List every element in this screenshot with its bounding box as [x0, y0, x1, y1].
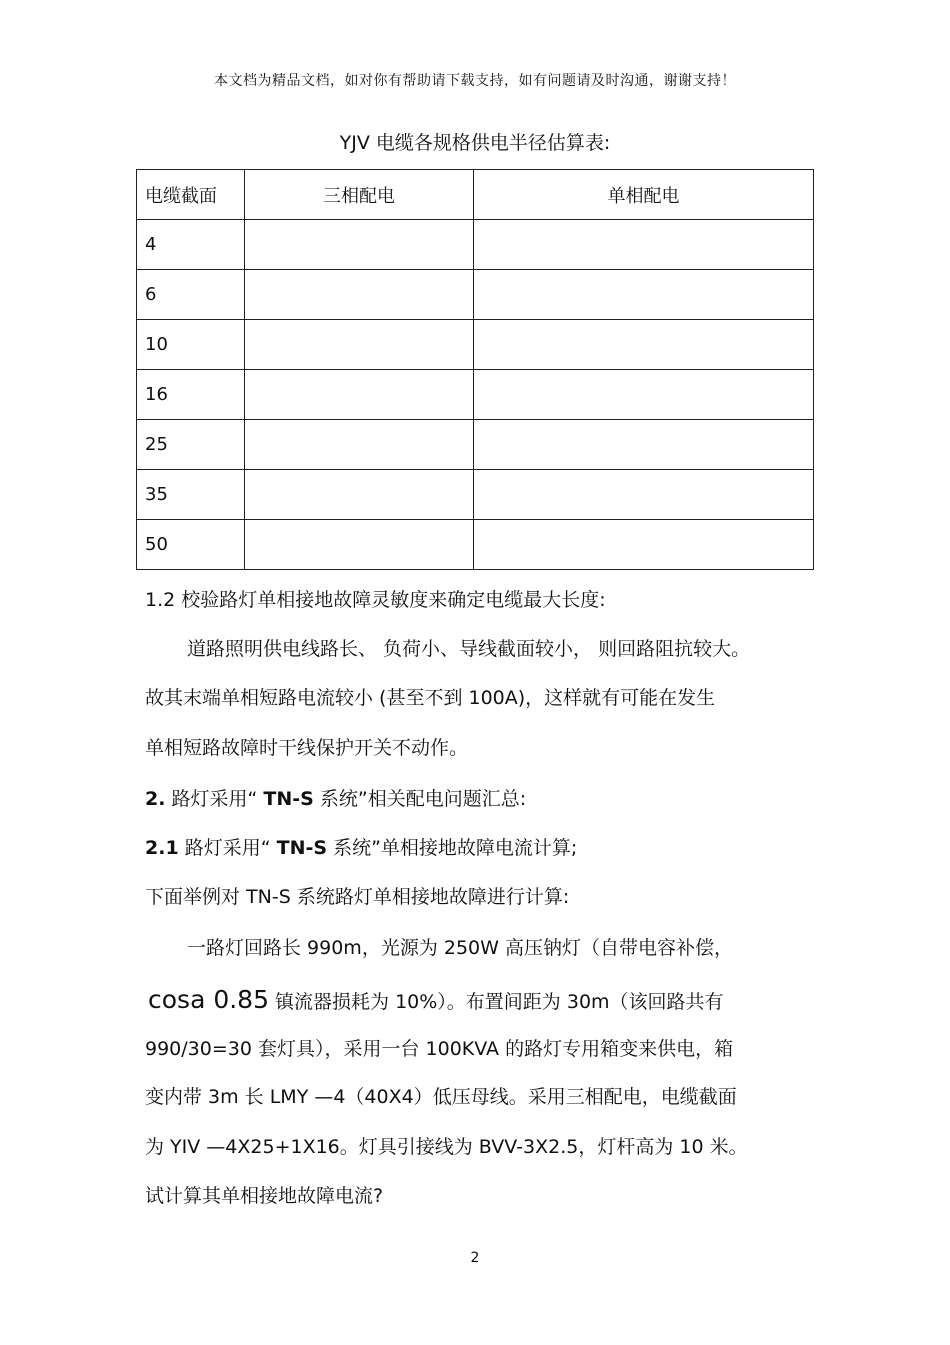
paragraph-text: 镇流器损耗为 10%）。布置间距为 30m（该回路共有 [269, 991, 724, 1013]
heading-text: 路灯采用“ [178, 837, 277, 859]
cell-single-phase [474, 270, 814, 320]
section-number: 2. [145, 788, 166, 810]
header-note: 本文档为精品文档，如对你有帮助请下载支持，如有问题请及时沟通，谢谢支持！ [214, 73, 736, 89]
paragraph-line: 990/30=30 套灯具），采用一台 100KVA 的路灯专用箱变来供电，箱 [145, 1038, 734, 1060]
table-title: YJV 电缆各规格供电半径估算表: [339, 132, 611, 154]
heading-term: TN-S [263, 788, 314, 810]
cell-three-phase [245, 420, 474, 470]
page-number: 2 [470, 1250, 480, 1266]
heading-term: TN-S [276, 837, 328, 859]
header-three-phase: 三相配电 [245, 170, 474, 220]
paragraph-line: 故其末端单相短路电流较小 (甚至不到 100A)，这样就有可能在发生 [145, 687, 716, 709]
cable-spec-table [136, 169, 814, 570]
cell-three-phase [245, 520, 474, 570]
cell-section: 6 [137, 270, 245, 320]
cell-single-phase [474, 470, 814, 520]
cell-single-phase [474, 520, 814, 570]
cell-single-phase [474, 320, 814, 370]
paragraph-line: 试计算其单相接地故障电流? [145, 1185, 384, 1207]
cell-section: 50 [137, 520, 245, 570]
heading-text: 系统”相关配电问题汇总: [313, 788, 527, 810]
cell-three-phase [245, 220, 474, 270]
paragraph-line: 下面举例对 TN-S 系统路灯单相接地故障进行计算: [145, 886, 570, 908]
table-header-row [137, 170, 814, 220]
heading-text: 系统”单相接地故障电流计算; [327, 837, 578, 859]
table-row [137, 520, 814, 570]
header-cable-section: 电缆截面 [137, 170, 245, 220]
header-single-phase: 单相配电 [474, 170, 814, 220]
section-2-heading [145, 786, 805, 812]
cell-section: 10 [137, 320, 245, 370]
cell-three-phase [245, 470, 474, 520]
cell-three-phase [245, 370, 474, 420]
cell-single-phase [474, 220, 814, 270]
paragraph-line: 变内带 3m 长 LMY —4（40X4）低压母线。采用三相配电，电缆截面 [145, 1086, 737, 1108]
table-row [137, 370, 814, 420]
table-row [137, 420, 814, 470]
table-row [137, 270, 814, 320]
cos-formula: cosa 0.85 [148, 985, 269, 1014]
paragraph-line: 单相短路故障时干线保护开关不动作。 [145, 737, 469, 759]
cell-section: 16 [137, 370, 245, 420]
cell-section: 25 [137, 420, 245, 470]
section-number: 2.1 [145, 837, 179, 859]
cell-three-phase [245, 320, 474, 370]
cell-single-phase [474, 420, 814, 470]
cell-three-phase [245, 270, 474, 320]
table-row [137, 220, 814, 270]
cell-section: 35 [137, 470, 245, 520]
table-row [137, 470, 814, 520]
cell-single-phase [474, 370, 814, 420]
cell-section: 4 [137, 220, 245, 270]
paragraph-line: 一路灯回路长 990m，光源为 250W 高压钠灯（自带电容补偿， [187, 937, 733, 959]
section-2-1-heading [145, 835, 805, 861]
section-1-2-heading: 1.2 校验路灯单相接地故障灵敏度来确定电缆最大长度: [145, 589, 606, 611]
paragraph-line: 为 YIV —4X25+1X16。灯具引接线为 BVV-3X2.5，灯杆高为 10 米。 [145, 1136, 748, 1158]
table-row [137, 320, 814, 370]
paragraph-line [148, 987, 808, 1015]
paragraph-line: 道路照明供电线路长、 负荷小、导线截面较小， 则回路阻抗较大。 [187, 638, 751, 660]
heading-text: 路灯采用“ [165, 788, 264, 810]
